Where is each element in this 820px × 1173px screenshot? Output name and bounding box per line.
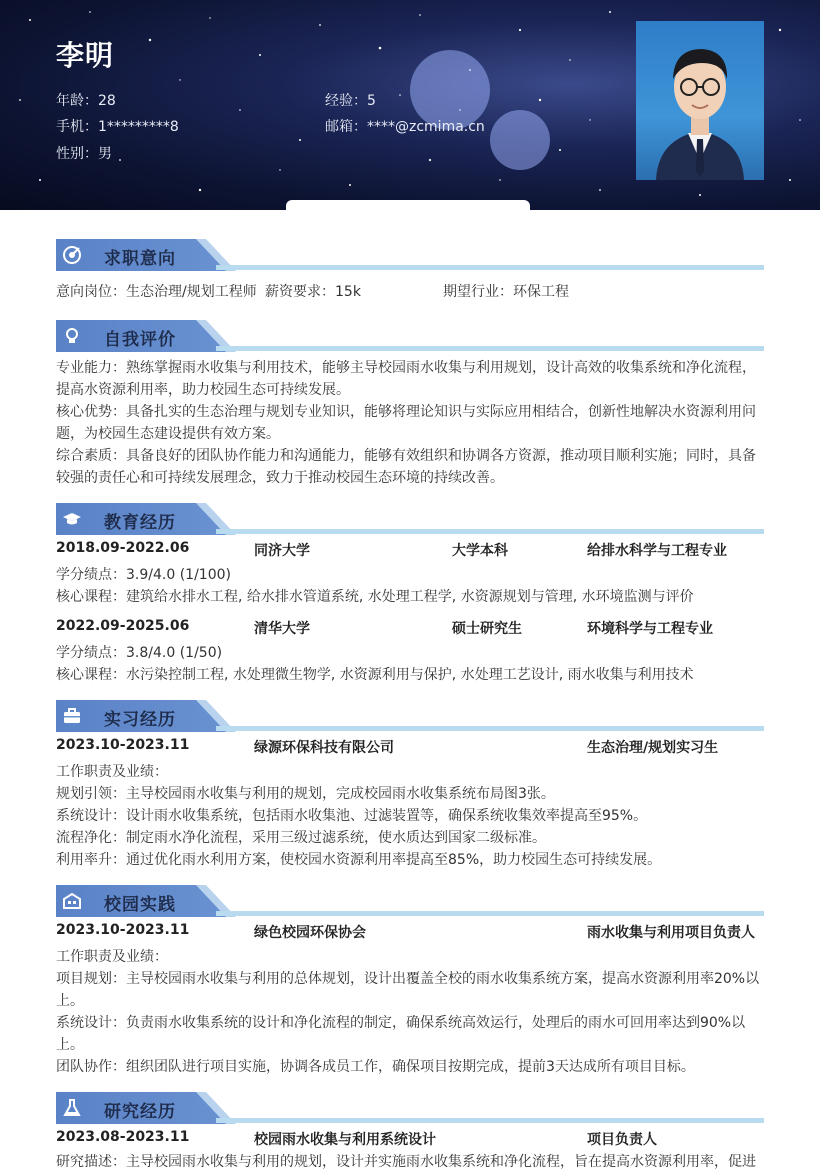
research-role: 项目负责人 xyxy=(587,1132,657,1148)
internship-role: 生态治理/规划实习生 xyxy=(587,740,719,756)
campus-role: 雨水收集与利用项目负责人 xyxy=(587,925,755,941)
flask-icon xyxy=(62,1098,82,1118)
building-icon xyxy=(62,891,82,911)
research-project: 校园雨水收集与利用系统设计 xyxy=(254,1132,436,1148)
education-row xyxy=(56,618,766,640)
education-row xyxy=(56,540,766,562)
section-title: 自我评价 xyxy=(104,330,176,350)
education-major: 给排水科学与工程专业 xyxy=(587,543,727,559)
research-period: 2023.08-2023.11 xyxy=(56,1129,190,1145)
campus-org: 绿色校园环保协会 xyxy=(254,925,366,941)
education-period: 2022.09-2025.06 xyxy=(56,618,190,634)
lightbulb-icon xyxy=(62,326,82,346)
section-title: 实习经历 xyxy=(104,710,176,730)
education-degree: 硕士研究生 xyxy=(452,621,522,637)
intent-salary: 薪资要求：15k xyxy=(265,284,361,300)
internship-line: 规划引领：主导校园雨水收集与利用的规划，完成校园雨水收集系统布局图3张。 xyxy=(56,786,555,802)
education-gpa: 学分绩点：3.9/4.0 (1/100) xyxy=(56,567,231,583)
target-icon xyxy=(62,245,82,265)
phone-info: 手机：1*********8 xyxy=(56,119,179,135)
research-line: 研究描述：主导校园雨水收集与利用的规划，设计并实施雨水收集系统和净化流程，旨在提高水资源利用率，促进 xyxy=(56,1154,756,1170)
candidate-name: 李明 xyxy=(56,39,115,72)
internship-line: 流程净化：制定雨水净化流程，采用三级过滤系统，使水质达到国家二级标准。 xyxy=(56,830,546,846)
internship-period: 2023.10-2023.11 xyxy=(56,737,190,753)
section-title: 教育经历 xyxy=(104,513,176,533)
section-header-education xyxy=(56,503,764,535)
section-header-campus xyxy=(56,885,764,917)
education-gpa: 学分绩点：3.8/4.0 (1/50) xyxy=(56,645,223,661)
research-row xyxy=(56,1129,766,1151)
profile-photo xyxy=(636,21,764,180)
experience-info: 经验：5 xyxy=(325,93,376,109)
campus-line: 项目规划：主导校园雨水收集与利用的总体规划，设计出覆盖全校的雨水收集系统方案，提高水资源利用率20%以上。 xyxy=(56,971,760,1009)
campus-line: 系统设计：负责雨水收集系统的设计和净化流程的制定，确保系统高效运行，处理后的雨水可回用率达到90%以上。 xyxy=(56,1015,746,1053)
self-paragraph: 核心优势：具备扎实的生态治理与规划专业知识，能够将理论知识与实际应用相结合，创新性地解决水资源利用问题，为校园生态建设提供有效方案。 xyxy=(56,404,756,442)
internship-row xyxy=(56,737,766,759)
header-notch xyxy=(286,200,530,214)
section-header-research xyxy=(56,1092,764,1124)
campus-period: 2023.10-2023.11 xyxy=(56,922,190,938)
section-title: 校园实践 xyxy=(104,895,176,915)
internship-line: 系统设计：设计雨水收集系统，包括雨水收集池、过滤装置等，确保系统收集效率提高至95%。 xyxy=(56,808,648,824)
section-header-intent xyxy=(56,239,764,271)
campus-line: 工作职责及业绩： xyxy=(56,949,168,965)
self-paragraph: 综合素质：具备良好的团队协作能力和沟通能力，能够有效组织和协调各方资源，推动项目顺利实施；同时，具备较强的责任心和可持续发展理念，致力于推动校园生态环境的持续改善。 xyxy=(56,448,756,486)
education-courses: 核心课程：建筑给水排水工程, 给水排水管道系统, 水处理工程学, 水资源规划与管理, 水环境监测与评价 xyxy=(56,589,694,605)
section-title: 求职意向 xyxy=(104,249,176,269)
section-header-internship xyxy=(56,700,764,732)
education-degree: 大学本科 xyxy=(452,543,508,559)
education-school: 清华大学 xyxy=(254,621,310,637)
section-title: 研究经历 xyxy=(104,1102,176,1122)
briefcase-icon xyxy=(62,706,82,726)
education-courses: 核心课程：水污染控制工程, 水处理微生物学, 水资源利用与保护, 水处理工艺设计, 雨水收集与利用技术 xyxy=(56,667,694,683)
internship-line: 利用率升：通过优化雨水利用方案，使校园水资源利用率提高至85%，助力校园生态可持续发展。 xyxy=(56,852,662,868)
graduation-cap-icon xyxy=(62,509,82,529)
gender-info: 性别：男 xyxy=(56,146,112,162)
education-period: 2018.09-2022.06 xyxy=(56,540,190,556)
education-school: 同济大学 xyxy=(254,543,310,559)
email-info: 邮箱：****@zcmima.cn xyxy=(325,119,485,135)
internship-line: 工作职责及业绩： xyxy=(56,764,168,780)
internship-company: 绿源环保科技有限公司 xyxy=(254,740,394,756)
section-header-self xyxy=(56,320,764,352)
age-info: 年龄：28 xyxy=(56,93,116,109)
campus-line: 团队协作：组织团队进行项目实施，协调各成员工作，确保项目按期完成，提前3天达成所有项目目标。 xyxy=(56,1059,695,1075)
education-major: 环境科学与工程专业 xyxy=(587,621,713,637)
self-paragraph: 专业能力：熟练掌握雨水收集与利用技术，能够主导校园雨水收集与利用规划，设计高效的收集系统和净化流程，提高水资源利用率，助力校园生态可持续发展。 xyxy=(56,360,756,398)
resume-header xyxy=(0,0,820,210)
intent-position: 意向岗位：生态治理/规划工程师 xyxy=(56,284,257,300)
campus-row xyxy=(56,922,766,944)
intent-industry: 期望行业：环保工程 xyxy=(443,284,569,300)
